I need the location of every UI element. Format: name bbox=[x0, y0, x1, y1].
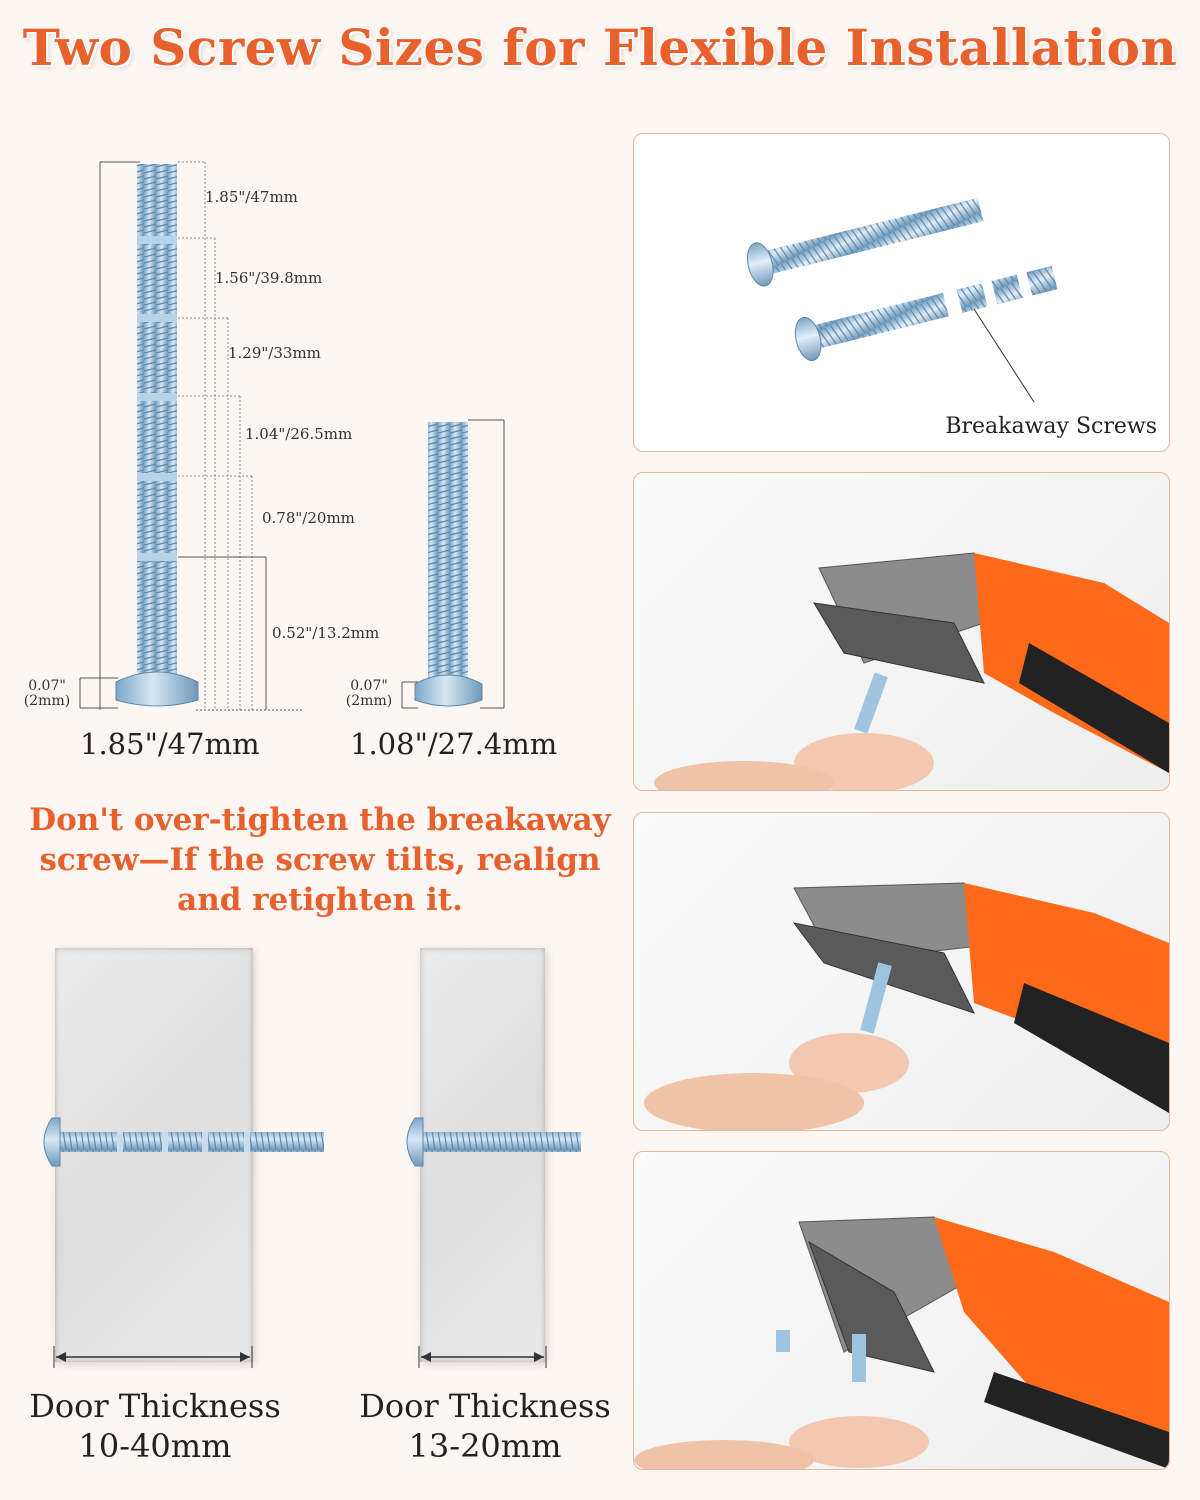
door-thick-caption: Door Thickness 10-40mm bbox=[29, 1387, 281, 1465]
segment-label-5: 0.78"/20mm bbox=[262, 509, 355, 527]
segment-label-2: 1.56"/39.8mm bbox=[215, 269, 323, 287]
door-thin-caption: Door Thickness 13-20mm bbox=[359, 1387, 611, 1465]
long-screw-caption: 1.85"/47mm bbox=[80, 727, 260, 761]
long-screw-through-door-icon bbox=[32, 1110, 332, 1170]
short-screw-diagram bbox=[330, 410, 530, 720]
warning-text: Don't over-tighten the breakaway screw—If the screw tilts, realign and retighten it. bbox=[29, 802, 611, 918]
breakaway-screws-label: Breakaway Screws bbox=[945, 414, 1157, 439]
door-thick-dimension-arrow bbox=[50, 1346, 260, 1370]
short-screw-caption: 1.08"/27.4mm bbox=[350, 727, 558, 761]
door-thin-dimension-arrow bbox=[415, 1346, 555, 1370]
segment-label-6: 0.52"/13.2mm bbox=[272, 624, 380, 642]
pliers-icon bbox=[634, 473, 1169, 790]
pliers-photo-1 bbox=[633, 472, 1170, 791]
segment-label-4: 1.04"/26.5mm bbox=[245, 425, 353, 443]
breakaway-screws-photo bbox=[633, 133, 1170, 452]
short-head-thickness: 0.07" (2mm) bbox=[345, 678, 393, 709]
pliers-icon bbox=[634, 813, 1169, 1130]
breakaway-screws-icon bbox=[634, 134, 1169, 451]
segment-label-1: 1.85"/47mm bbox=[205, 188, 298, 206]
pliers-icon bbox=[634, 1152, 1169, 1469]
page-title: Two Screw Sizes for Flexible Installation bbox=[22, 18, 1178, 77]
long-head-thickness: 0.07" (2mm) bbox=[23, 678, 71, 709]
segment-label-3: 1.29"/33mm bbox=[228, 344, 321, 362]
pliers-photo-2 bbox=[633, 812, 1170, 1131]
short-screw-through-door-icon bbox=[395, 1110, 585, 1170]
short-screw-icon bbox=[330, 410, 530, 720]
pliers-photo-3 bbox=[633, 1151, 1170, 1470]
